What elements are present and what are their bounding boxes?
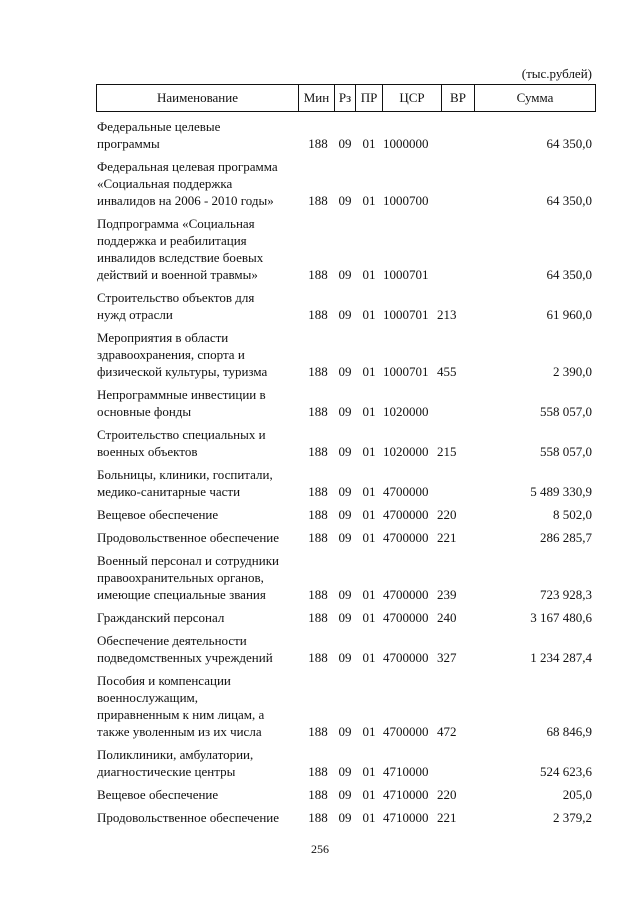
cell-sum: 2 390,0 — [553, 364, 592, 379]
header-min: Мин — [299, 85, 335, 111]
table-row — [96, 118, 596, 152]
page-number: 256 — [311, 842, 329, 856]
cell-name: Продовольственное обеспечение — [97, 810, 279, 825]
cell-sum: 723 928,3 — [540, 587, 592, 602]
cell-sum: 3 167 480,6 — [530, 610, 592, 625]
cell-name: Федеральная целевая программа «Социальная поддержка инвалидов на 2006 - 2010 годы» — [97, 159, 278, 208]
cell-vr: 472 — [437, 724, 457, 739]
table-row — [96, 215, 596, 283]
cell-vr: 240 — [437, 610, 457, 625]
cell-min: 188 — [308, 650, 328, 665]
cell-vr: 239 — [437, 587, 457, 602]
cell-csr: 4710000 — [383, 810, 429, 825]
cell-pr: 01 — [362, 530, 376, 545]
cell-min: 188 — [308, 764, 328, 779]
cell-csr: 4700000 — [383, 724, 429, 739]
cell-pr: 01 — [362, 444, 376, 459]
cell-vr: 220 — [437, 507, 457, 522]
cell-rz: 09 — [338, 724, 352, 739]
cell-rz: 09 — [338, 364, 352, 379]
table-row — [96, 746, 596, 780]
table-row — [96, 809, 596, 826]
cell-sum: 64 350,0 — [546, 193, 592, 208]
cell-rz: 09 — [338, 787, 352, 802]
cell-min: 188 — [308, 587, 328, 602]
cell-csr: 1000701 — [383, 267, 429, 282]
cell-csr: 4700000 — [383, 507, 429, 522]
cell-rz: 09 — [338, 650, 352, 665]
cell-name: Продовольственное обеспечение — [97, 530, 279, 545]
cell-vr: 213 — [437, 307, 457, 322]
cell-csr: 4700000 — [383, 650, 429, 665]
table-row — [96, 552, 596, 603]
cell-pr: 01 — [362, 404, 376, 419]
cell-rz: 09 — [338, 267, 352, 282]
table-row — [96, 529, 596, 546]
cell-pr: 01 — [362, 267, 376, 282]
cell-pr: 01 — [362, 484, 376, 499]
cell-vr: 220 — [437, 787, 457, 802]
cell-pr: 01 — [362, 193, 376, 208]
cell-name: Поликлиники, амбулатории, диагностические центры — [97, 747, 254, 779]
cell-rz: 09 — [338, 404, 352, 419]
cell-name: Мероприятия в области здравоохранения, спорта и физической культуры, туризма — [97, 330, 268, 379]
cell-csr: 4700000 — [383, 587, 429, 602]
cell-sum: 205,0 — [562, 787, 592, 802]
cell-min: 188 — [308, 136, 328, 151]
cell-sum: 286 285,7 — [540, 530, 592, 545]
table-row — [96, 786, 596, 803]
cell-min: 188 — [308, 307, 328, 322]
cell-csr: 1000701 — [383, 364, 429, 379]
cell-min: 188 — [308, 484, 328, 499]
cell-name: Непрограммные инвестиции в основные фонды — [97, 387, 266, 419]
cell-rz: 09 — [338, 136, 352, 151]
cell-pr: 01 — [362, 810, 376, 825]
cell-name: Гражданский персонал — [97, 610, 225, 625]
cell-min: 188 — [308, 507, 328, 522]
cell-pr: 01 — [362, 364, 376, 379]
cell-sum: 8 502,0 — [553, 507, 592, 522]
cell-csr: 1000700 — [383, 193, 429, 208]
header-pr: ПР — [356, 85, 383, 111]
cell-rz: 09 — [338, 610, 352, 625]
cell-name: Пособия и компенсации военнослужащим, приравненным к ним лицам, а также уволенным из их числа — [97, 673, 265, 739]
cell-name: Федеральные целевые программы — [97, 119, 221, 151]
cell-rz: 09 — [338, 530, 352, 545]
cell-rz: 09 — [338, 444, 352, 459]
cell-name: Военный персонал и сотрудники правоохранительных органов, имеющие специальные звания — [97, 553, 279, 602]
header-name: Наименование — [97, 85, 299, 111]
table-row — [96, 672, 596, 740]
header-rz: Рз — [335, 85, 356, 111]
cell-pr: 01 — [362, 650, 376, 665]
cell-min: 188 — [308, 193, 328, 208]
cell-csr: 4700000 — [383, 484, 429, 499]
cell-csr: 1000000 — [383, 136, 429, 151]
cell-csr: 1020000 — [383, 444, 429, 459]
cell-sum: 61 960,0 — [546, 307, 592, 322]
cell-sum: 558 057,0 — [540, 404, 592, 419]
cell-csr: 1000701 — [383, 307, 429, 322]
cell-csr: 1020000 — [383, 404, 429, 419]
cell-min: 188 — [308, 787, 328, 802]
table-row — [96, 609, 596, 626]
cell-rz: 09 — [338, 507, 352, 522]
header-sum: Сумма — [516, 90, 554, 105]
cell-pr: 01 — [362, 507, 376, 522]
cell-pr: 01 — [362, 724, 376, 739]
cell-min: 188 — [308, 364, 328, 379]
cell-pr: 01 — [362, 307, 376, 322]
table-row — [96, 506, 596, 523]
cell-vr: 221 — [437, 530, 457, 545]
cell-rz: 09 — [338, 484, 352, 499]
table-body — [96, 118, 596, 832]
cell-name: Строительство объектов для нужд отрасли — [97, 290, 255, 322]
cell-rz: 09 — [338, 307, 352, 322]
cell-rz: 09 — [338, 193, 352, 208]
cell-name: Вещевое обеспечение — [97, 507, 219, 522]
cell-sum: 2 379,2 — [553, 810, 592, 825]
table-row — [96, 158, 596, 209]
cell-name: Подпрограмма «Социальная поддержка и реабилитация инвалидов вследствие боевых действий и военной травмы» — [97, 216, 264, 282]
header-vr: ВР — [442, 85, 475, 111]
cell-pr: 01 — [362, 610, 376, 625]
cell-sum: 64 350,0 — [546, 267, 592, 282]
table-row — [96, 386, 596, 420]
cell-csr: 4700000 — [383, 530, 429, 545]
cell-sum: 524 623,6 — [540, 764, 592, 779]
cell-min: 188 — [308, 810, 328, 825]
cell-rz: 09 — [338, 810, 352, 825]
cell-rz: 09 — [338, 764, 352, 779]
cell-min: 188 — [308, 530, 328, 545]
cell-name: Обеспечение деятельности подведомственных учреждений — [97, 633, 273, 665]
cell-name: Строительство специальных и военных объектов — [97, 427, 266, 459]
table-row — [96, 426, 596, 460]
cell-min: 188 — [308, 267, 328, 282]
cell-pr: 01 — [362, 787, 376, 802]
cell-sum: 5 489 330,9 — [530, 484, 592, 499]
table-row — [96, 289, 596, 323]
cell-pr: 01 — [362, 136, 376, 151]
cell-csr: 4700000 — [383, 610, 429, 625]
cell-pr: 01 — [362, 587, 376, 602]
cell-sum: 64 350,0 — [546, 136, 592, 151]
cell-csr: 4710000 — [383, 764, 429, 779]
table-row — [96, 466, 596, 500]
cell-rz: 09 — [338, 587, 352, 602]
cell-name: Вещевое обеспечение — [97, 787, 219, 802]
cell-vr: 455 — [437, 364, 457, 379]
cell-min: 188 — [308, 404, 328, 419]
cell-csr: 4710000 — [383, 787, 429, 802]
cell-min: 188 — [308, 724, 328, 739]
cell-pr: 01 — [362, 764, 376, 779]
cell-name: Больницы, клиники, госпитали, медико-санитарные части — [97, 467, 273, 499]
cell-vr: 215 — [437, 444, 457, 459]
table-row — [96, 329, 596, 380]
table-header — [96, 84, 596, 112]
cell-min: 188 — [308, 610, 328, 625]
cell-min: 188 — [308, 444, 328, 459]
cell-vr: 221 — [437, 810, 457, 825]
table-row — [96, 632, 596, 666]
header-csr: ЦСР — [383, 85, 442, 111]
cell-sum: 1 234 287,4 — [530, 650, 592, 665]
cell-sum: 558 057,0 — [540, 444, 592, 459]
units-label: (тыс.рублей) — [521, 66, 592, 81]
cell-vr: 327 — [437, 650, 457, 665]
cell-sum: 68 846,9 — [546, 724, 592, 739]
